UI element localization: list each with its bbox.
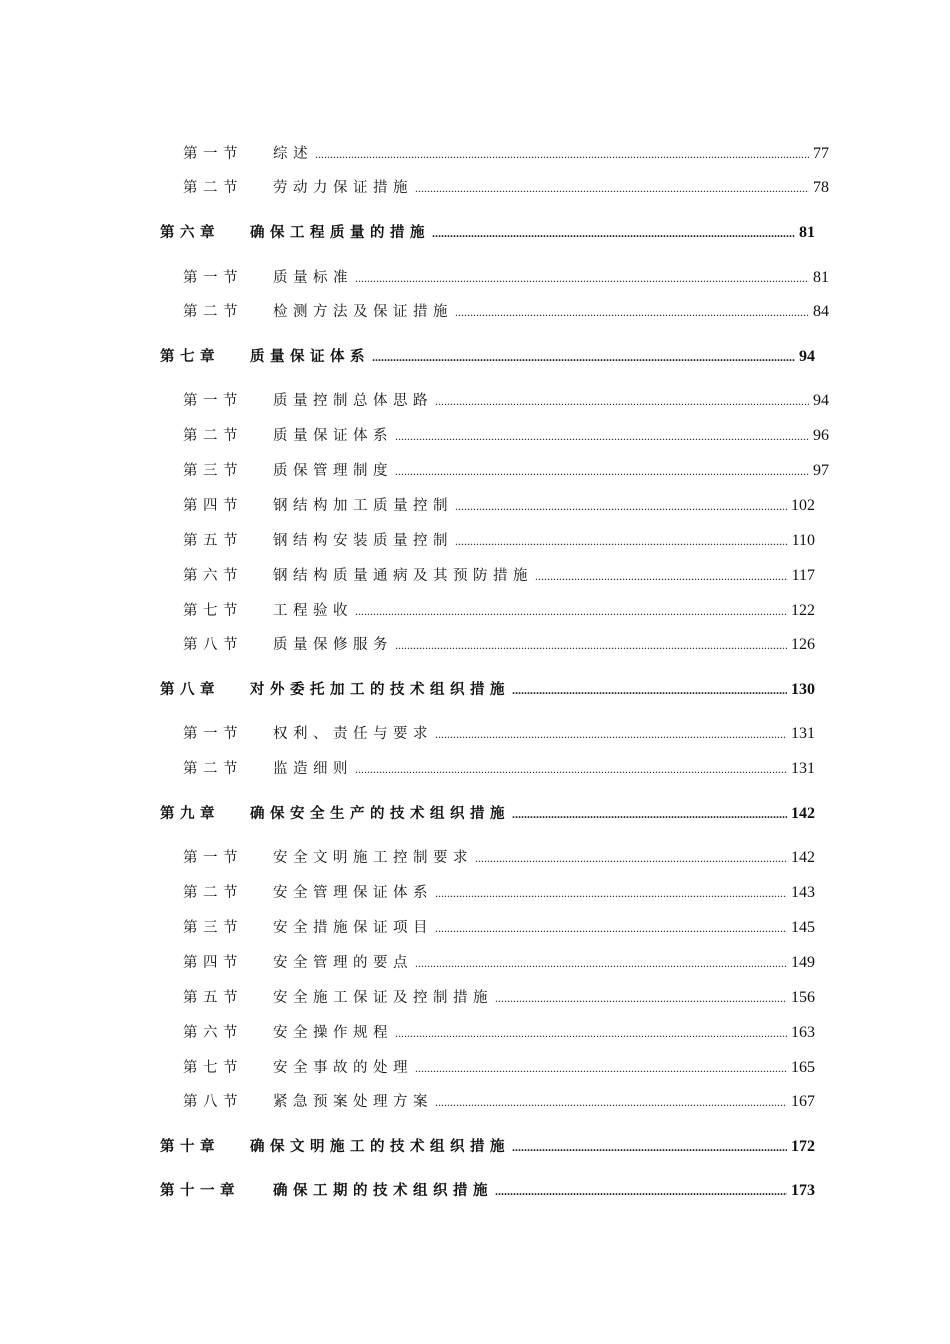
section-title: 检测方法及保证措施	[273, 304, 453, 320]
toc-section-row[interactable]	[183, 302, 829, 322]
page-number: 131	[791, 725, 815, 742]
dot-leader	[512, 804, 787, 824]
dot-leader	[435, 391, 809, 411]
section-title: 质量保证体系	[273, 428, 393, 444]
dot-leader	[495, 1181, 787, 1201]
page-number: 81	[799, 224, 815, 241]
toc-section-row[interactable]	[183, 496, 815, 516]
toc-chapter-row[interactable]	[160, 1181, 815, 1201]
dot-leader	[395, 1023, 787, 1043]
chapter-number: 第八章	[160, 681, 220, 698]
section-number: 第六节	[183, 568, 243, 584]
section-number: 第五节	[183, 533, 243, 549]
section-title: 监造细则	[273, 761, 353, 777]
dot-leader	[395, 426, 809, 446]
page-number: 167	[791, 1093, 815, 1110]
page-number: 131	[791, 760, 815, 777]
page-number: 110	[791, 532, 815, 549]
page-number: 173	[791, 1182, 815, 1199]
section-title: 紧急预案处理方案	[273, 1094, 433, 1110]
section-title: 安全文明施工控制要求	[273, 850, 473, 866]
page-number: 163	[791, 1024, 815, 1041]
section-title: 工程验收	[273, 603, 353, 619]
page-number: 149	[791, 954, 815, 971]
dot-leader	[435, 883, 787, 903]
toc-section-row[interactable]	[183, 759, 815, 779]
section-title: 劳动力保证措施	[273, 180, 413, 196]
section-number: 第二节	[183, 180, 243, 196]
section-title: 质量保修服务	[273, 637, 393, 653]
page-number: 102	[791, 497, 815, 514]
toc-section-row[interactable]	[183, 178, 829, 198]
toc-section-row[interactable]	[183, 1023, 815, 1043]
section-number: 第一节	[183, 850, 243, 866]
toc-section-row[interactable]	[183, 391, 829, 411]
toc-section-row[interactable]	[183, 848, 815, 868]
toc-section-row[interactable]	[183, 531, 815, 551]
section-title: 安全管理的要点	[273, 955, 413, 971]
chapter-title: 确保安全生产的技术组织措施	[250, 805, 510, 822]
section-title: 综述	[273, 146, 313, 162]
section-number: 第一节	[183, 726, 243, 742]
chapter-title: 确保工期的技术组织措施	[273, 1182, 493, 1199]
dot-leader	[415, 1058, 787, 1078]
section-number: 第一节	[183, 270, 243, 286]
page-number: 143	[791, 884, 815, 901]
page-number: 81	[813, 269, 829, 286]
toc-section-row[interactable]	[183, 724, 815, 744]
toc-section-row[interactable]	[183, 144, 829, 164]
chapter-number: 第六章	[160, 224, 220, 241]
section-title: 钢结构质量通病及其预防措施	[273, 568, 533, 584]
section-number: 第五节	[183, 990, 243, 1006]
toc-section-row[interactable]	[183, 461, 829, 481]
page-number: 126	[791, 636, 815, 653]
page-number: 97	[813, 462, 829, 479]
chapter-number: 第七章	[160, 348, 220, 365]
section-number: 第四节	[183, 498, 243, 514]
section-number: 第二节	[183, 428, 243, 444]
page-number: 142	[791, 849, 815, 866]
page-number: 96	[813, 427, 829, 444]
page-number: 165	[791, 1059, 815, 1076]
toc-chapter-row[interactable]	[160, 1137, 815, 1157]
section-title: 安全施工保证及控制措施	[273, 990, 493, 1006]
dot-leader	[395, 635, 787, 655]
section-title: 安全操作规程	[273, 1025, 393, 1041]
dot-leader	[355, 759, 787, 779]
section-title: 安全事故的处理	[273, 1060, 413, 1076]
page-number: 172	[791, 1138, 815, 1155]
page-number: 77	[813, 145, 829, 162]
page-number: 142	[791, 805, 815, 822]
section-title: 质量标准	[273, 270, 353, 286]
section-number: 第七节	[183, 603, 243, 619]
section-number: 第一节	[183, 393, 243, 409]
dot-leader	[415, 953, 787, 973]
toc-section-row[interactable]	[183, 1058, 815, 1078]
dot-leader	[435, 724, 787, 744]
section-number: 第一节	[183, 146, 243, 162]
dot-leader	[415, 178, 809, 198]
toc-section-row[interactable]	[183, 566, 815, 586]
chapter-title: 对外委托加工的技术组织措施	[250, 681, 510, 698]
toc-section-row[interactable]	[183, 988, 815, 1008]
toc-chapter-row[interactable]	[160, 223, 815, 243]
dot-leader	[535, 566, 788, 586]
dot-leader	[355, 601, 787, 621]
dot-leader	[355, 268, 809, 288]
chapter-title: 确保文明施工的技术组织措施	[250, 1138, 510, 1155]
section-number: 第七节	[183, 1060, 243, 1076]
section-number: 第六节	[183, 1025, 243, 1041]
section-title: 钢结构安装质量控制	[273, 533, 453, 549]
toc-chapter-row[interactable]	[160, 680, 815, 700]
page-number: 156	[791, 989, 815, 1006]
page-number: 94	[799, 348, 815, 365]
section-title: 质量控制总体思路	[273, 393, 433, 409]
dot-leader	[455, 302, 809, 322]
toc-section-row[interactable]	[183, 1092, 815, 1112]
dot-leader	[395, 461, 809, 481]
toc-section-row[interactable]	[183, 601, 815, 621]
dot-leader	[372, 347, 795, 367]
dot-leader	[455, 496, 787, 516]
dot-leader	[512, 1137, 787, 1157]
section-number: 第三节	[183, 463, 243, 479]
section-number: 第二节	[183, 761, 243, 777]
section-title: 钢结构加工质量控制	[273, 498, 453, 514]
section-number: 第二节	[183, 304, 243, 320]
section-number: 第八节	[183, 1094, 243, 1110]
toc-section-row[interactable]	[183, 268, 829, 288]
chapter-number: 第九章	[160, 805, 220, 822]
chapter-number: 第十章	[160, 1138, 220, 1155]
dot-leader	[455, 531, 788, 551]
dot-leader	[495, 988, 787, 1008]
chapter-title: 确保工程质量的措施	[250, 224, 430, 241]
section-title: 安全措施保证项目	[273, 920, 433, 936]
toc-section-row[interactable]	[183, 426, 829, 446]
dot-leader	[512, 680, 787, 700]
toc-section-row[interactable]	[183, 883, 815, 903]
dot-leader	[435, 1092, 787, 1112]
page-number: 130	[791, 681, 815, 698]
dot-leader	[432, 223, 795, 243]
page-number: 94	[813, 392, 829, 409]
section-number: 第四节	[183, 955, 243, 971]
page-number: 145	[791, 919, 815, 936]
dot-leader	[435, 918, 787, 938]
section-number: 第二节	[183, 885, 243, 901]
section-number: 第八节	[183, 637, 243, 653]
toc-section-row[interactable]	[183, 953, 815, 973]
page-number: 122	[791, 602, 815, 619]
dot-leader	[315, 144, 809, 164]
dot-leader	[475, 848, 787, 868]
section-title: 安全管理保证体系	[273, 885, 433, 901]
toc-chapter-row[interactable]	[160, 804, 815, 824]
section-title: 权利、责任与要求	[273, 726, 433, 742]
section-number: 第三节	[183, 920, 243, 936]
page-number: 84	[813, 303, 829, 320]
page-number: 117	[791, 567, 815, 584]
page-number: 78	[813, 179, 829, 196]
section-title: 质保管理制度	[273, 463, 393, 479]
chapter-title: 质量保证体系	[250, 348, 370, 365]
toc-section-row[interactable]	[183, 918, 815, 938]
toc-section-row[interactable]	[183, 635, 815, 655]
chapter-number: 第十一章	[160, 1182, 240, 1199]
toc-chapter-row[interactable]	[160, 347, 815, 367]
